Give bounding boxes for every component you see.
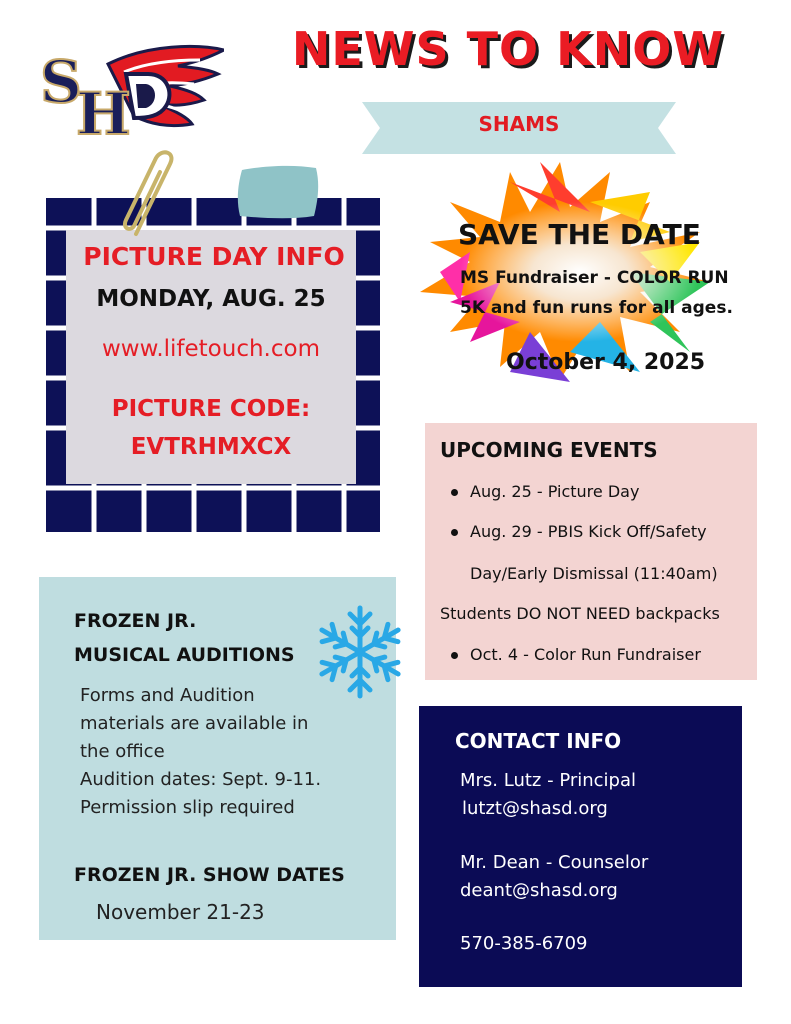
frozen-body-line: Audition dates: Sept. 9-11. <box>80 769 322 790</box>
frozen-body-line: Permission slip required <box>80 797 295 818</box>
event-item-continued: Day/Early Dismissal (11:40am) <box>470 564 718 583</box>
picture-day-title: PICTURE DAY INFO <box>83 242 345 271</box>
contact-title: CONTACT INFO <box>455 729 622 753</box>
picture-code-label: PICTURE CODE: <box>111 396 311 422</box>
upcoming-events-title: UPCOMING EVENTS <box>440 438 658 462</box>
show-dates: November 21-23 <box>96 900 265 924</box>
svg-text:S: S <box>40 48 82 116</box>
contact-phone[interactable]: 570-385-6709 <box>460 933 588 954</box>
picture-day-date: MONDAY, AUG. 25 <box>96 286 326 312</box>
contact-counselor: Mr. Dean - Counselor <box>460 852 649 873</box>
contact-principal: Mrs. Lutz - Principal <box>460 770 637 791</box>
school-logo <box>38 44 224 140</box>
bullet-icon <box>451 529 458 536</box>
event-item: Oct. 4 - Color Run Fundraiser <box>470 645 701 664</box>
save-the-date-title: SAVE THE DATE <box>458 218 701 251</box>
bullet-icon <box>451 652 458 659</box>
snowflake-icon <box>310 602 410 702</box>
frozen-body-line: the office <box>80 741 165 762</box>
event-item: Aug. 25 - Picture Day <box>470 482 640 501</box>
event-note: Students DO NOT NEED backpacks <box>440 604 720 623</box>
page-title: NEWS TO KNOW <box>291 22 725 76</box>
save-the-date-line-2: 5K and fun runs for all ages. <box>460 298 733 318</box>
save-the-date-line-1: MS Fundraiser - COLOR RUN <box>460 268 729 288</box>
event-item: Aug. 29 - PBIS Kick Off/Safety <box>470 522 707 541</box>
frozen-body-line: materials are available in <box>80 713 309 734</box>
picture-code: EVTRHMXCX <box>130 434 292 460</box>
bullet-icon <box>451 489 458 496</box>
tape-decoration <box>236 164 320 220</box>
save-the-date-date: October 4, 2025 <box>506 350 706 375</box>
show-dates-title: FROZEN JR. SHOW DATES <box>74 864 345 886</box>
picture-day-url[interactable]: www.lifetouch.com <box>102 336 320 362</box>
contact-principal-email[interactable]: lutzt@shasd.org <box>462 798 608 819</box>
frozen-title: FROZEN JR. <box>74 610 197 632</box>
contact-counselor-email[interactable]: deant@shasd.org <box>460 880 618 901</box>
ribbon-label: SHAMS <box>478 112 560 136</box>
frozen-subtitle: MUSICAL AUDITIONS <box>74 644 295 666</box>
paperclip-icon <box>116 150 186 238</box>
frozen-body-line: Forms and Audition <box>80 685 255 706</box>
svg-text:H: H <box>76 80 131 140</box>
